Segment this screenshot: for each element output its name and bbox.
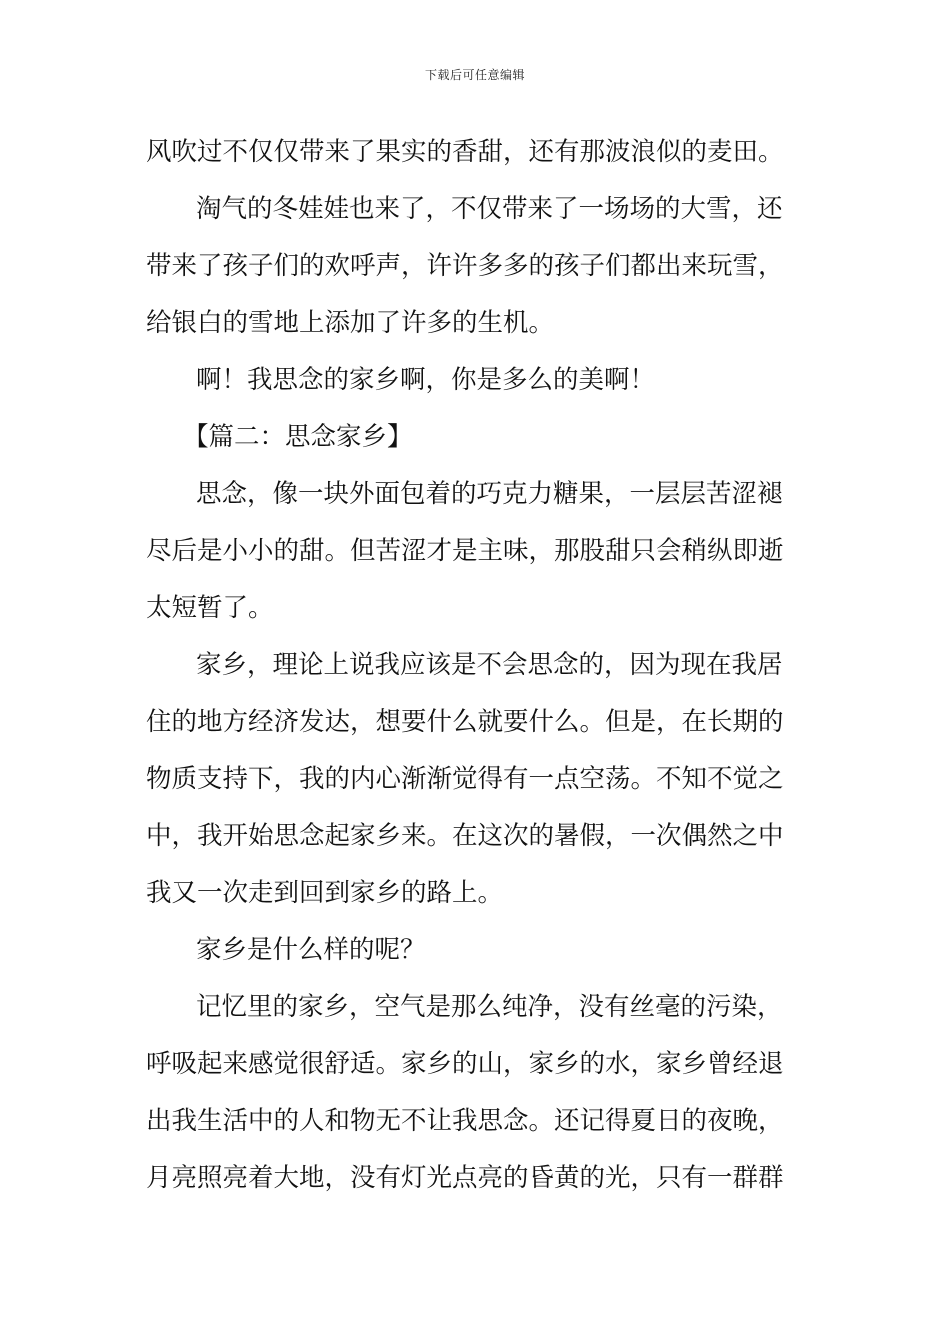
text-line: 风吹过不仅仅带来了果实的香甜，还有那波浪似的麦田。 bbox=[146, 137, 784, 167]
section-heading: 【篇二：思念家乡】 bbox=[183, 422, 413, 452]
text-line: 啊！我思念的家乡啊，你是多么的美啊！ bbox=[196, 365, 656, 395]
text-line: 中，我开始思念起家乡来。在这次的暑假，一次偶然之中 bbox=[146, 821, 784, 851]
text-line: 家乡是什么样的呢？ bbox=[196, 935, 426, 965]
text-line: 家乡，理论上说我应该是不会思念的，因为现在我居 bbox=[196, 650, 783, 680]
text-line: 呼吸起来感觉很舒适。家乡的山，家乡的水，家乡曾经退 bbox=[146, 1049, 784, 1079]
text-line: 太短暂了。 bbox=[146, 593, 274, 623]
text-line: 淘气的冬娃娃也来了，不仅带来了一场场的大雪，还 bbox=[196, 194, 783, 224]
text-line: 物质支持下，我的内心渐渐觉得有一点空荡。不知不觉之 bbox=[146, 764, 784, 794]
text-line: 尽后是小小的甜。但苦涩才是主味，那股甜只会稍纵即逝 bbox=[146, 536, 784, 566]
text-line: 我又一次走到回到家乡的路上。 bbox=[146, 878, 504, 908]
text-line: 月亮照亮着大地，没有灯光点亮的昏黄的光，只有一群群 bbox=[146, 1163, 784, 1193]
text-line: 给银白的雪地上添加了许多的生机。 bbox=[146, 308, 555, 338]
text-line: 出我生活中的人和物无不让我思念。还记得夏日的夜晚， bbox=[146, 1106, 784, 1136]
text-line: 思念，像一块外面包着的巧克力糖果，一层层苦涩褪 bbox=[196, 479, 783, 509]
text-line: 带来了孩子们的欢呼声，许许多多的孩子们都出来玩雪， bbox=[146, 251, 784, 281]
text-line: 记忆里的家乡，空气是那么纯净，没有丝毫的污染， bbox=[196, 992, 783, 1022]
text-line: 住的地方经济发达，想要什么就要什么。但是，在长期的 bbox=[146, 707, 784, 737]
header-note: 下载后可任意编辑 bbox=[424, 68, 525, 82]
